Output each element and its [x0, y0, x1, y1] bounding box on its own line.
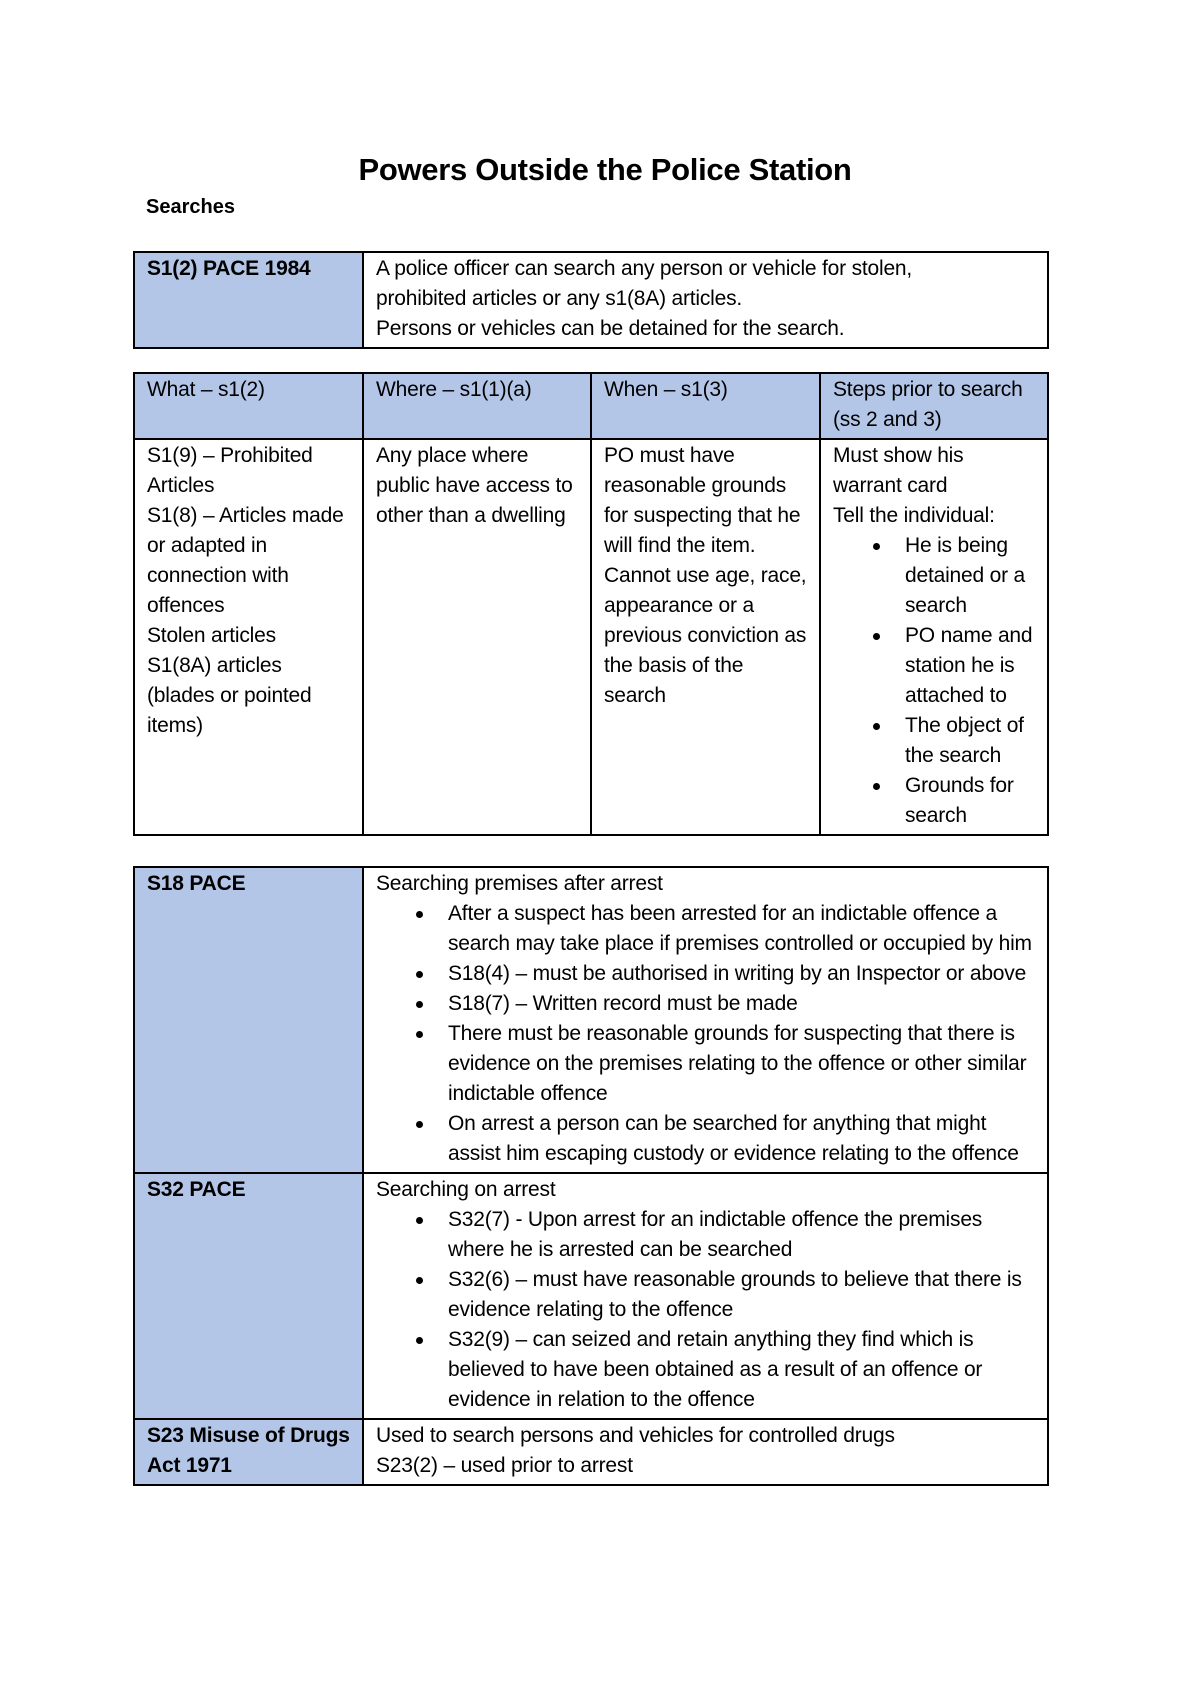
s1-details-table — [133, 372, 1049, 836]
list-item: S32(6) – must have reasonable grounds to believe that there is evidence relating to the offence — [448, 1265, 1037, 1325]
steps-cell — [820, 439, 1048, 835]
table-row — [134, 439, 1048, 835]
list-item: After a suspect has been arrested for an indictable offence a search may take place if premises controlled or occupied by him — [448, 899, 1037, 959]
section-heading-searches: Searches — [146, 196, 235, 218]
table-row — [134, 252, 1048, 348]
list-item: On arrest a person can be searched for anything that might assist him escaping custody or evidence relating to the offence — [448, 1109, 1037, 1169]
table-header-row — [134, 373, 1048, 439]
s18-content-cell — [363, 867, 1048, 1173]
list-item: PO name and station he is attached to — [905, 621, 1037, 711]
s18-intro: Searching premises after arrest — [376, 872, 663, 895]
what-cell — [134, 439, 363, 835]
page-title: Powers Outside the Police Station — [358, 152, 852, 187]
list-item: S18(7) – Written record must be made — [448, 989, 1037, 1019]
table-row — [134, 867, 1048, 1173]
what-item: S1(8A) articles (blades or pointed items) — [147, 654, 312, 737]
s23-content-cell — [363, 1419, 1048, 1485]
list-item: He is being detained or a search — [905, 531, 1037, 621]
what-item: Stolen articles — [147, 624, 276, 647]
list-item: The object of the search — [905, 711, 1037, 771]
header-where: Where – s1(1)(a) — [363, 373, 591, 439]
s23-label-cell: S23 Misuse of Drugs Act 1971 — [134, 1419, 363, 1485]
s32-intro: Searching on arrest — [376, 1178, 556, 1201]
header-what: What – s1(2) — [134, 373, 363, 439]
s18-bullet-list — [376, 899, 1037, 1169]
when-item: Cannot use age, race, appearance or a previous conviction as the basis of the search — [604, 564, 807, 707]
when-cell — [591, 439, 820, 835]
list-item: There must be reasonable grounds for suspecting that there is evidence on the premises relating to the offence or other similar indictable offence — [448, 1019, 1037, 1109]
steps-bullet-list — [833, 531, 1037, 831]
s1-description-line: prohibited articles or any s1(8A) articles. — [376, 287, 743, 310]
s23-line: S23(2) – used prior to arrest — [376, 1454, 633, 1477]
s32-bullet-list — [376, 1205, 1037, 1415]
list-item: S32(7) - Upon arrest for an indictable offence the premises where he is arrested can be searched — [448, 1205, 1037, 1265]
s32-label-cell: S32 PACE — [134, 1173, 363, 1419]
table-row — [134, 1173, 1048, 1419]
where-cell: Any place where public have access to other than a dwelling — [363, 439, 591, 835]
s1-label-cell: S1(2) PACE 1984 — [134, 252, 363, 348]
s32-content-cell — [363, 1173, 1048, 1419]
list-item: S32(9) – can seized and retain anything they find which is believed to have been obtained as a result of an offence or evidence in relation to the offence — [448, 1325, 1037, 1415]
when-item: PO must have reasonable grounds for suspecting that he will find the item. — [604, 444, 801, 557]
s1-description-line: A police officer can search any person or vehicle for stolen, — [376, 257, 913, 280]
list-item: Grounds for search — [905, 771, 1037, 831]
s1-pace-table — [133, 251, 1049, 349]
steps-line: Must show his warrant card — [833, 444, 964, 497]
list-item: S18(4) – must be authorised in writing by an Inspector or above — [448, 959, 1037, 989]
s23-line: Used to search persons and vehicles for controlled drugs — [376, 1424, 895, 1447]
table-row — [134, 1419, 1048, 1485]
s18-label-cell: S18 PACE — [134, 867, 363, 1173]
s1-description-cell — [363, 252, 1048, 348]
what-item: S1(9) – Prohibited Articles — [147, 444, 313, 497]
steps-line: Tell the individual: — [833, 504, 995, 527]
what-item: S1(8) – Articles made or adapted in connection with offences — [147, 504, 344, 617]
header-when: When – s1(3) — [591, 373, 820, 439]
header-steps: Steps prior to search (ss 2 and 3) — [820, 373, 1048, 439]
s1-description-line: Persons or vehicles can be detained for the search. — [376, 317, 845, 340]
arrest-search-table — [133, 866, 1049, 1486]
